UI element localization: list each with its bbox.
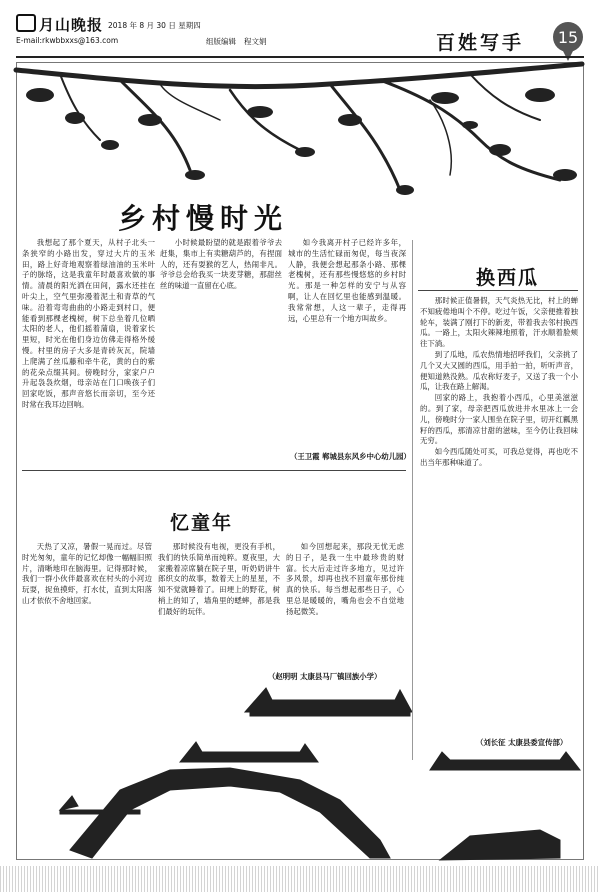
article2-column-1 [22, 542, 152, 702]
article2-title: 忆童年 [170, 512, 234, 534]
article1-byline: （王卫霞 郸城县东风乡中心幼儿园） [290, 452, 411, 461]
article1-column-1 [22, 238, 155, 508]
page-number-badge [553, 22, 583, 52]
article2-paragraph: 如今回想起来，那段无忧无虑的日子，是我一生中最珍贵的财富。长大后走过许多地方，见过许多风景，却再也找不回童年那份纯真的快乐。每当想起那些日子，心里总是暖暖的，嘴角也会不自觉地扬起微笑。 [286, 542, 404, 616]
article2-paragraph: 那时候没有电视，更没有手机，我们的快乐简单而纯粹。夏夜里，大家搬着凉席躺在院子里，听奶奶讲牛郎织女的故事，数着天上的星星，不知不觉就睡着了。田埂上的野花，树梢上的知了，墙角里的蟋蟀，都是我们最好的玩伴。 [158, 542, 280, 616]
article3-title-rule [418, 290, 578, 291]
article3-paragraph: 如今西瓜随处可买，可我总觉得，再也吃不出当年那种味道了。 [420, 447, 578, 467]
article1-column-2 [160, 238, 282, 508]
article1-paragraph: 小时候最盼望的就是跟着爷爷去赶集，集市上有卖糖葫芦的，有捏面人的，还有耍猴的艺人，热闹非凡。爷爷总会给我买一块麦芽糖，那甜丝丝的味道一直留在心底。 [160, 238, 282, 291]
masthead [0, 0, 600, 62]
editor-credits [206, 36, 275, 47]
column-divider [412, 240, 413, 760]
article3-paragraph: 到了瓜地，瓜农热情地招呼我们，父亲挑了几个又大又圆的西瓜，用手拍一拍，听听声音，便知道熟没熟。瓜农称好麦子，又送了我一个小瓜，让我在路上解渴。 [420, 349, 578, 392]
page-edge-strip [0, 866, 600, 892]
editor-role: 组版编辑 [206, 37, 236, 46]
article3-column [420, 296, 578, 732]
article2-column-3 [286, 542, 404, 664]
article-divider [22, 470, 406, 471]
email-line: E-mail:rkwbbxxs@163.com [16, 36, 119, 45]
newspaper-logo [16, 14, 103, 35]
logo-icon [16, 14, 36, 32]
article1-title: 乡村慢时光 [118, 202, 289, 235]
article1-paragraph: 我想起了那个夏天，从村子北头一条狭窄的小路出发，穿过大片的玉米田，路上好奇地观察着绿油油的玉米叶子的脉络，这是我童年时最喜欢做的事情。清晨的阳光洒在田间，露水还挂在叶尖上，空气里弥漫着泥土和青草的气味。沿着弯弯曲曲的小路走到村口，便能看到那棵老槐树，树下总坐着几位晒太阳的老人，他们摇着蒲扇，说着家长里短，时光在他们身边仿佛走得格外缓慢。村里的房子大多是青砖灰瓦，院墙上爬满了丝瓜藤和牵牛花，黄的白的紫的花朵点缀其间。傍晚时分，家家户户升起袅袅炊烟，母亲站在门口唤孩子们回家吃饭，那声音悠长而亲切，至今还时常在我耳边回响。 [22, 238, 155, 409]
section-title: 百姓写手 [436, 32, 525, 54]
masthead-rule [16, 56, 584, 58]
article3-byline: （刘长征 太康县委宣传部） [476, 738, 568, 747]
article1-paragraph: 如今我离开村子已经许多年，城市的生活忙碌而匆促，每当夜深人静，我便会想起那条小路、那棵老槐树，还有那些慢悠悠的乡村时光。那是一种怎样的安宁与从容啊，让人在回忆里也能感到温暖。我常常想，人这一辈子，走得再远，心里总有一个地方叫故乡。 [288, 238, 406, 323]
article2-byline: （赵明明 太康县马厂镇回族小学） [268, 672, 382, 681]
article1-column-3 [288, 238, 406, 448]
paper-name: 月山晚报 [39, 16, 104, 34]
article3-paragraph: 那时候正值暑假，天气炎热无比，村上的蝉不知疲倦地叫个不停。吃过午饭，父亲便推着独轮车，装满了刚打下的新麦，带着我去邻村换西瓜。一路上，太阳火辣辣地照着，汗水顺着脸颊往下淌。 [420, 296, 578, 349]
page-number: 15 [557, 27, 579, 47]
editor-name: 程文娟 [244, 37, 267, 46]
article3-paragraph: 回家的路上，我抱着小西瓜，心里美滋滋的。到了家，母亲把西瓜放进井水里冰上一会儿，傍晚时分一家人围坐在院子里，切开红瓤黑籽的西瓜，那清凉甘甜的滋味，至今仍让我回味无穷。 [420, 393, 578, 446]
article2-paragraph: 天热了又凉，暑假一晃而过。尽管时光匆匆，童年的记忆却像一幅幅旧照片，清晰地印在脑海里。记得那时候，我们一群小伙伴最喜欢在村头的小河边玩耍，捉鱼摸虾，打水仗，直到太阳落山才依依不舍地回家。 [22, 542, 152, 605]
article2-column-2 [158, 542, 280, 702]
issue-date: 2018 年 8 月 30 日 星期四 [108, 21, 201, 30]
article3-title: 换西瓜 [476, 267, 540, 289]
